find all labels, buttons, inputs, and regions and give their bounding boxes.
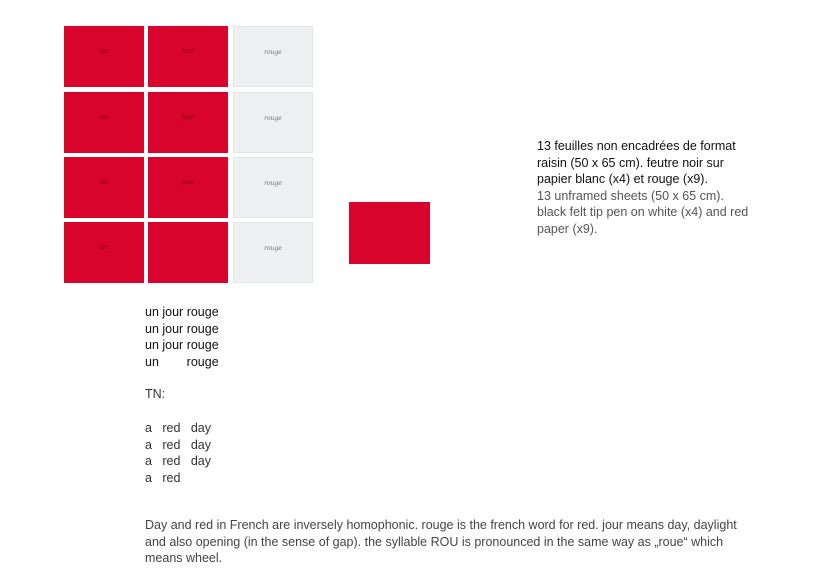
translation-line: a red <box>145 471 181 486</box>
red-sheet <box>148 26 228 87</box>
single-red-sheet <box>349 202 430 264</box>
translation-line: a red day <box>145 437 212 452</box>
handwritten-word: un <box>100 48 108 55</box>
poem-line: un jour rouge <box>145 321 219 336</box>
caption-english: 13 unframed sheets (50 x 65 cm). black felt tip pen on white (x4) and red paper (x9). <box>537 188 749 236</box>
poem-line: un jour rouge <box>145 338 219 352</box>
translation-line: a red day <box>145 421 212 435</box>
red-sheet <box>148 222 228 283</box>
handwritten-word: un <box>100 114 108 121</box>
artwork-caption <box>537 138 752 237</box>
red-sheet <box>148 157 228 218</box>
white-sheet <box>233 157 313 218</box>
translation <box>145 420 211 487</box>
red-sheet <box>64 92 144 153</box>
handwritten-word: rouge <box>264 49 282 56</box>
red-sheet <box>64 157 144 218</box>
handwritten-word: jour <box>181 114 195 121</box>
handwritten-word: jour <box>181 48 195 55</box>
red-sheet <box>64 26 144 87</box>
handwritten-word: un <box>100 179 108 186</box>
tn-label: TN: <box>145 387 166 401</box>
handwritten-word: jour <box>181 179 195 186</box>
white-sheet <box>233 92 313 153</box>
handwritten-word: rouge <box>264 180 282 187</box>
translation-line: a red day <box>145 454 212 469</box>
handwritten-word: rouge <box>264 245 282 252</box>
poem-line: un jour rouge <box>145 305 219 319</box>
handwritten-word: rouge <box>264 115 282 122</box>
french-poem <box>145 304 219 370</box>
poem-line: un rouge <box>145 354 219 369</box>
handwritten-word: un <box>100 244 108 251</box>
white-sheet <box>233 26 313 87</box>
red-sheet <box>64 222 144 283</box>
red-sheet <box>148 92 228 153</box>
caption-french: 13 feuilles non encadrées de format raisin (50 x 65 cm). feutre noir sur papier blanc (x4) et rouge (x9). <box>537 139 736 186</box>
white-sheet <box>233 222 313 283</box>
explanation-text: Day and red in French are inversely homophonic. rouge is the french word for red. jour means day, daylight and also opening (in the sense of gap). the syllable ROU is pronounced in the same way as „roue“ which means wheel. <box>145 518 737 565</box>
